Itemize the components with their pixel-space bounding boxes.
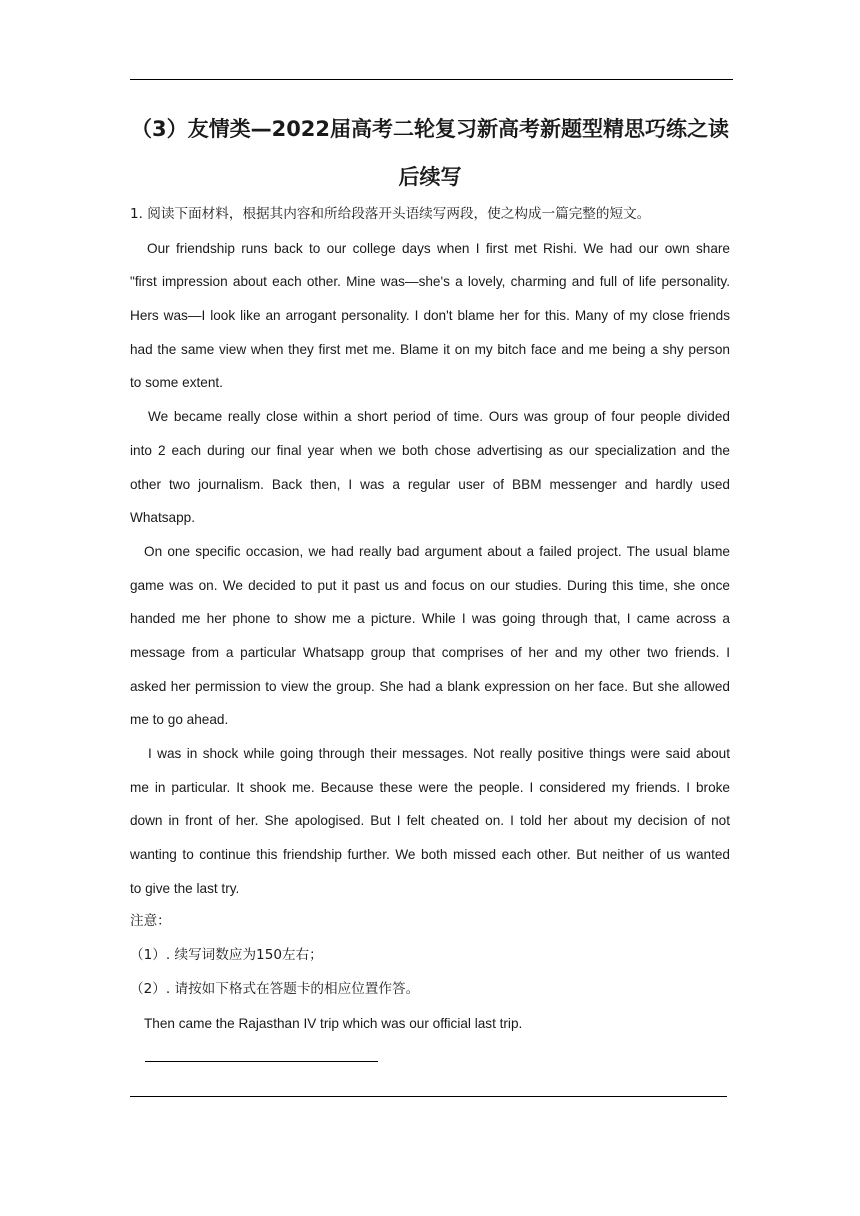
paragraph-line: me in particular. It shook me. Because these were the people. I considered my friends. I broke — [130, 779, 730, 795]
paragraph-line: Hers was—I look like an arrogant personality. I don't blame her for this. Many of my close friends — [130, 308, 730, 324]
answer-blank-short[interactable] — [145, 1061, 378, 1062]
continuation-prompt: Then came the Rajasthan IV trip which was our official last trip. — [144, 1015, 523, 1031]
paragraph-line: I was in shock while going through their messages. Not really positive things were said about — [148, 746, 730, 761]
top-rule — [130, 79, 733, 80]
note-item-2: （2）. 请按如下格式在答题卡的相应位置作答。 — [130, 980, 420, 997]
answer-blank-full[interactable] — [130, 1096, 727, 1097]
paragraph-line: game was on. We decided to put it past us and focus on our studies. During this time, she once — [130, 577, 730, 593]
paragraph-1 — [130, 232, 730, 400]
paragraph-line: to some extent. — [130, 375, 223, 391]
paragraph-line: We became really close within a short period of time. Ours was group of four people divided — [148, 409, 730, 425]
paragraph-line: other two journalism. Back then, I was a regular user of BBM messenger and hardly used — [130, 476, 730, 492]
title-line-2: 后续写 — [398, 165, 462, 189]
paragraph-line: On one specific occasion, we had really bad argument about a failed project. The usual blame — [144, 543, 730, 559]
paragraph-line: wanting to continue this friendship further. We both missed each other. But neither of us wanted — [130, 847, 730, 863]
title-line-1: （3）友情类—2022届高考二轮复习新高考新题型精思巧练之读 — [130, 117, 730, 141]
paragraph-line: to give the last try. — [130, 880, 240, 896]
paragraph-line: Our friendship runs back to our college days when I first met Rishi. We had our own share — [147, 240, 730, 256]
question-instruction: 1. 阅读下面材料，根据其内容和所给段落开头语续写两段，使之构成一篇完整的短文。 — [130, 206, 651, 222]
paragraph-line: down in front of her. She apologised. But I felt cheated on. I told her about my decision of not — [130, 813, 730, 829]
paragraph-line: message from a particular Whatsapp group that comprises of her and my other two friends. I — [130, 644, 730, 660]
paragraph-line: me to go ahead. — [130, 712, 229, 728]
paragraph-line: handed me her phone to show me a picture. While I was going through that, I came across a — [130, 611, 730, 627]
note-label: 注意： — [130, 913, 171, 930]
paragraph-3 — [130, 535, 730, 737]
document-body — [130, 198, 730, 1040]
paragraph-line: into 2 each during our final year when we both chose advertising as our specialization and the — [130, 442, 730, 458]
paragraph-line: had the same view when they first met me. Blame it on my bitch face and me being a shy person — [130, 341, 730, 357]
paragraph-line: asked her permission to view the group. She had a blank expression on her face. But she allowed — [130, 678, 730, 694]
paragraph-2 — [130, 400, 730, 535]
paragraph-line: "first impression about each other. Mine was—she's a lovely, charming and full of life personality. — [130, 274, 730, 290]
paragraph-4 — [130, 737, 730, 905]
paragraph-line: Whatsapp. — [130, 510, 195, 526]
note-item-1: （1）. 续写词数应为150左右； — [130, 947, 323, 964]
page-title — [110, 105, 750, 201]
